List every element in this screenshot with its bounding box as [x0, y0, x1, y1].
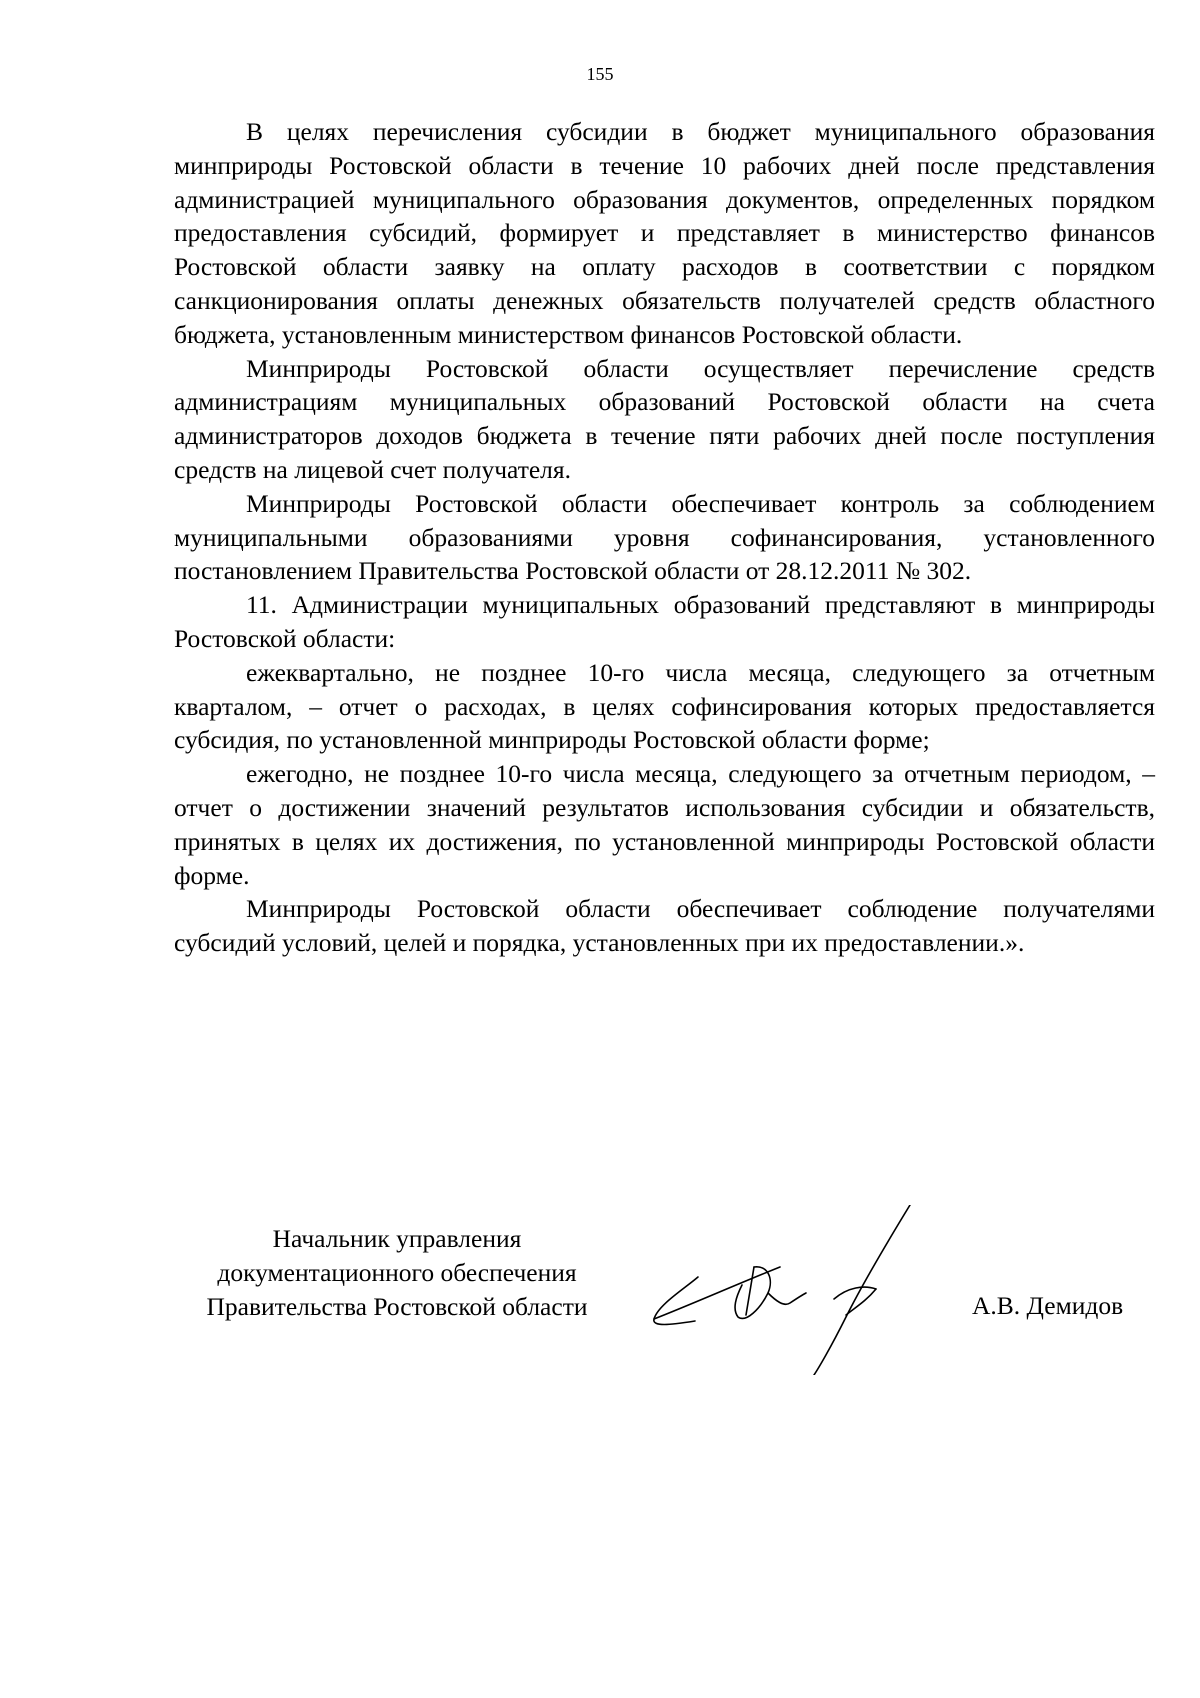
page-number: 155 — [586, 64, 614, 84]
signatory-position-line: документационного обеспечения — [217, 1257, 577, 1287]
handwritten-signature — [650, 1205, 950, 1375]
paragraph-subsidy-transfer: В целях перечисления субсидии в бюджет муниципального образования минприроды Ростовской области в течение 10 рабочих дней после представления администрацией муниципального образования документов, определенных порядком предоставления субсидий, формирует и представляет в министерство финансов Ростовской области заявку на оплату расходов в соответствии с порядком санкционирования оплаты денежных обязательств получателей средств областного бюджета, установленным министерством финансов Ростовской области. — [174, 117, 1155, 349]
paragraph-compliance: Минприроды Ростовской области обеспечивает соблюдение получателями субсидий условий, целей и порядка, установленных при их предоставлении.». — [174, 894, 1155, 958]
signatory-name: А.В. Демидов — [972, 1291, 1124, 1320]
paragraph-item-11: 11. Администрации муниципальных образований представляют в минприроды Ростовской области: — [174, 590, 1155, 653]
document-body — [174, 115, 1155, 960]
signatory-position — [172, 1222, 622, 1323]
signatory-position-line: Начальник управления — [272, 1224, 522, 1253]
paragraph-funds-transfer: Минприроды Ростовской области осуществляет перечисление средств администрациям муниципальных образований Ростовской области на счета администраторов доходов бюджета в течение пяти рабочих дней после поступления средств на лицевой счет получателя. — [174, 353, 1155, 484]
paragraph-annual-report: ежегодно, не позднее 10-го числа месяца, следующего за отчетным периодом, – отчет о достижении значений результатов использования субсидии и обязательств, принятых в целях их достижения, по установленной минприроды Ростовской области форме. — [174, 759, 1155, 890]
paragraph-quarterly-report: ежеквартально, не позднее 10-го числа месяца, следующего за отчетным кварталом, – отчет о расходах, в целях софинсирования которых предоставляется субсидия, по установленной минприроды Ростовской области форме; — [174, 657, 1155, 755]
paragraph-cofinancing-control: Минприроды Ростовской области обеспечивает контроль за соблюдением муниципальными образованиями уровня софинансирования, установленного постановлением Правительства Ростовской области от 28.12.2011 № 302. — [174, 488, 1155, 586]
signatory-position-line: Правительства Ростовской области — [206, 1291, 588, 1321]
